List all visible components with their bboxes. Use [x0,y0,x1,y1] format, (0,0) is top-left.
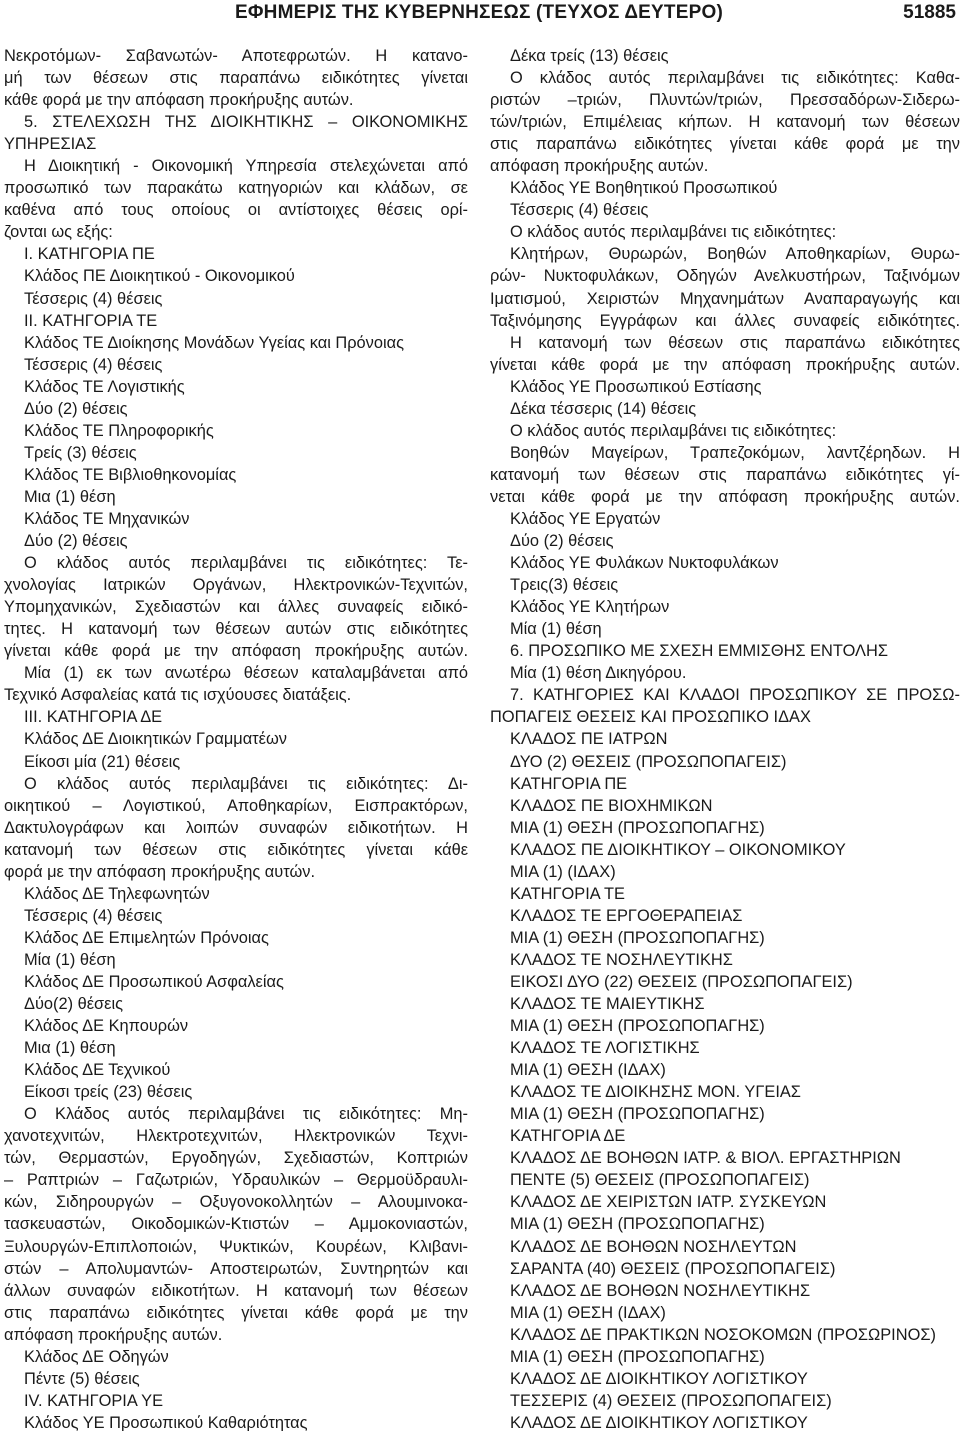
text-line: κατανομή των θέσεων στις παραπάνω ειδικότητες γί- [490,465,960,484]
text-line: ΚΑΤΗΓΟΡΙΑ ΔΕ [510,1127,626,1146]
text-line: ΜΙΑ (1) ΘΕΣΗ (ΠΡΟΣΩΠΟΠΑΓΗΣ) [510,1347,765,1366]
text-line: 6. ΠΡΟΣΩΠΙΚΟ ΜΕ ΣΧΕΣΗ ΕΜΜΙΣΘΗΣ ΕΝΤΟΛΗΣ [510,642,888,661]
text-line: Μία (1) θέση [510,620,602,639]
text-line: ΜΙΑ (1) ΘΕΣΗ (ΠΡΟΣΩΠΟΠΑΓΗΣ) [510,818,765,837]
text-line: Ο κλάδος αυτός περιλαμβάνει τις ειδικότητες: [510,421,837,440]
text-line: Κλάδος ΔΕ Κηπουρών [24,1017,189,1036]
text-line: Πέντε (5) θέσεις [24,1369,140,1388]
left-column [4,45,468,1431]
text-line: ΔΥΟ (2) ΘΕΣΕΙΣ (ΠΡΟΣΩΠΟΠΑΓΕΙΣ) [510,752,787,771]
text-line: Κλάδος ΔΕ Επιμελητών Πρόνοιας [24,928,269,947]
text-line: Δύο (2) θέσεις [24,532,128,551]
text-line: Μία (1) θέση Δικηγόρου. [510,664,687,683]
text-line: Κλάδος ΤΕ Διοίκησης Μονάδων Υγείας και Πρόνοιας [24,333,404,352]
text-line: απόφαση προκήρυξης αυτών. [4,1325,223,1344]
text-line: Δέκα τέσσερις (14) θέσεις [510,399,697,418]
text-line: Δακτυλογράφων και λοιπών συναφών ειδικοτήτων. Η [4,818,468,837]
text-line: Κλάδος ΔΕ Οδηγών [24,1347,169,1366]
text-line: τών/τριών, Επιμέλειας κήπων. Η κατανομή των θέσεων [490,113,960,132]
text-line: Ο κλάδος αυτός περιλαμβάνει τις ειδικότητες: Δι- [24,774,468,793]
text-line: Μια (1) θέση [24,487,116,506]
text-line: ΜΙΑ (1) (ΙΔΑΧ) [510,862,616,881]
text-line: ΙΙ. ΚΑΤΗΓΟΡΙΑ ΤΕ [24,311,158,330]
text-line: ΚΛΑΔΟΣ ΠΕ ΙΑΤΡΩΝ [510,730,668,749]
text-line: ζονται ως εξής: [4,223,113,242]
text-line: ΚΛΑΔΟΣ ΠΕ ΒΙΟΧΗΜΙΚΩΝ [510,796,713,815]
text-line: φορά με την απόφαση προκήρυξης αυτών. [4,862,316,881]
text-line: ριστών –τριών, Πλυντών/τριών, Πρεσσαδόρων-Σιδερω- [490,91,960,110]
text-line: Κλάδος ΤΕ Λογιστικής [24,377,185,396]
text-line: ΜΙΑ (1) ΘΕΣΗ (ΙΔΑΧ) [510,1061,666,1080]
text-line: ΜΙΑ (1) ΘΕΣΗ (ΙΔΑΧ) [510,1303,666,1322]
text-line: Κλάδος ΥΕ Βοηθητικού Προσωπικού [510,179,778,198]
text-line: 7. ΚΑΤΗΓΟΡΙΕΣ ΚΑΙ ΚΛΑΔΟΙ ΠΡΟΣΩΠΙΚΟΥ ΣΕ ΠΡΟΣΩ- [510,686,960,705]
text-line: Βοηθών Μαγείρων, Τραπεζοκόμων, λαντζέρηδων. Η [510,443,960,462]
text-line: ΜΙΑ (1) ΘΕΣΗ (ΠΡΟΣΩΠΟΠΑΓΗΣ) [510,1017,765,1036]
text-line: ΠΟΠΑΓΕΙΣ ΘΕΣΕΙΣ ΚΑΙ ΠΡΟΣΩΠΙΚΟ ΙΔΑΧ [490,708,811,727]
text-line: γίνεται κάθε φορά με την απόφαση προκήρυξης αυτών. [4,642,468,661]
text-line: κάθε φορά με την απόφαση προκήρυξης αυτών. [4,91,354,110]
text-line: στις παραπάνω ειδικότητες γίνεται κάθε φορά με την [490,135,960,154]
text-line: Είκοσι τρείς (23) θέσεις [24,1083,193,1102]
text-line: στών – Απολυμαντών- Αποστειρωτών, Συντηρητών και [4,1259,468,1278]
text-line: στις παραπάνω ειδικότητες γίνεται κάθε φορά με την [4,1303,468,1322]
text-line: ΚΛΑΔΟΣ ΤΕ ΔΙΟΙΚΗΣΗΣ ΜΟΝ. ΥΓΕΙΑΣ [510,1083,801,1102]
text-line: Δύο (2) θέσεις [510,532,614,551]
text-line: Κλάδος ΥΕ Προσωπικού Καθαριότητας [24,1413,308,1431]
text-line: ΤΕΣΣΕΡΙΣ (4) ΘΕΣΕΙΣ (ΠΡΟΣΩΠΟΠΑΓΕΙΣ) [510,1391,832,1410]
gazette-title: ΕΦΗΜΕΡΙΣ ΤΗΣ ΚΥΒΕΡΝΗΣΕΩΣ (ΤΕΥΧΟΣ ΔΕΥΤΕΡΟ) [235,2,723,23]
text-line: ΜΙΑ (1) ΘΕΣΗ (ΠΡΟΣΩΠΟΠΑΓΗΣ) [510,1105,765,1124]
text-line: προσωπικό των παρακάτω κατηγοριών και κλάδων, σε [4,179,468,198]
text-line: Είκοσι μία (21) θέσεις [24,752,181,771]
text-line: – Ραπτριών – Γαζωτριών, Υδραυλικών – Θερμοϋδραυλι- [4,1171,468,1190]
page-number: 51885 [903,2,956,23]
text-line: Κλάδος ΥΕ Φυλάκων Νυκτοφυλάκων [510,554,779,573]
text-line: ΚΑΤΗΓΟΡΙΑ ΠΕ [510,774,628,793]
text-line: Κλάδος ΔΕ Διοικητικών Γραμματέων [24,730,287,749]
text-line: Κλάδος ΤΕ Βιβλιοθηκονομίας [24,465,237,484]
text-line: χανοτεχνιτών, Ηλεκτροτεχνιτών, Ηλεκτρονικών Τεχνι- [4,1127,468,1146]
text-line: ΚΛΑΔΟΣ ΔΕ ΒΟΗΘΩΝ ΝΟΣΗΛΕΥΤΙΚΗΣ [510,1281,811,1300]
text-line: Ο κλάδος αυτός περιλαμβάνει τις ειδικότητες: Τε- [24,554,468,573]
text-line: Μια (1) θέση [24,1039,116,1058]
text-line: απόφαση προκήρυξης αυτών. [490,157,709,176]
text-line: ΠΕΝΤΕ (5) ΘΕΣΕΙΣ (ΠΡΟΣΩΠΟΠΑΓΕΙΣ) [510,1171,810,1190]
text-line: ΜΙΑ (1) ΘΕΣΗ (ΠΡΟΣΩΠΟΠΑΓΗΣ) [510,928,765,947]
text-line: ΚΛΑΔΟΣ ΔΕ ΒΟΗΘΩΝ ΙΑΤΡ. & ΒΙΟΛ. ΕΡΓΑΣΤΗΡΙΩΝ [510,1149,901,1168]
text-line: ΚΑΤΗΓΟΡΙΑ ΤΕ [510,884,625,903]
text-line: τασκευαστών, Οικοδομικών-Κτιστών – Αμμοκονιαστών, [4,1215,468,1234]
text-line: ΙΙΙ. ΚΑΤΗΓΟΡΙΑ ΔΕ [24,708,163,727]
text-line: ΚΛΑΔΟΣ ΔΕ ΒΟΗΘΩΝ ΝΟΣΗΛΕΥΤΩΝ [510,1237,797,1256]
text-line: ΚΛΑΔΟΣ ΤΕ ΝΟΣΗΛΕΥΤΙΚΗΣ [510,950,733,969]
text-line: γίνεται κάθε φορά με την απόφαση προκήρυξης αυτών. [490,355,960,374]
text-line: τητες. Η κατανομή των θέσεων αυτών στις ειδικότητες [4,620,468,639]
text-line: ΣΑΡΑΝΤΑ (40) ΘΕΣΕΙΣ (ΠΡΟΣΩΠΟΠΑΓΕΙΣ) [510,1259,836,1278]
text-line: Κλάδος ΔΕ Τεχνικού [24,1061,171,1080]
text-line: Μία (1) θέση [24,950,116,969]
text-line: Δύο(2) θέσεις [24,995,124,1014]
text-line: ΕΙΚΟΣΙ ΔΥΟ (22) ΘΕΣΕΙΣ (ΠΡΟΣΩΠΟΠΑΓΕΙΣ) [510,972,853,991]
text-line: Κλάδος ΥΕ Κλητήρων [510,598,670,617]
text-line: ΚΛΑΔΟΣ ΠΕ ΔΙΟΙΚΗΤΙΚΟΥ – ΟΙΚΟΝΟΜΙΚΟΥ [510,840,846,859]
text-line: ΥΠΗΡΕΣΙΑΣ [4,135,97,154]
text-line: ΜΙΑ (1) ΘΕΣΗ (ΠΡΟΣΩΠΟΠΑΓΗΣ) [510,1215,765,1234]
text-line: Κλητήρων, Θυρωρών, Βοηθών Αποθηκαρίων, Θυρω- [510,245,960,264]
text-line: Κλάδος ΥΕ Προσωπικού Εστίασης [510,377,762,396]
text-line: Ο Κλάδος αυτός περιλαμβάνει τις ειδικότητες: Μη- [24,1105,468,1124]
text-line: ΚΛΑΔΟΣ ΔΕ ΠΡΑΚΤΙΚΩΝ ΝΟΣΟΚΟΜΩΝ (ΠΡΟΣΩΡΙΝΟΣ) [510,1325,936,1344]
text-line: Δύο (2) θέσεις [24,399,128,418]
text-line: Μία (1) εκ των ανωτέρω θέσεων καταλαμβάνεται από [24,664,468,683]
text-line: τών, Θερμαστών, Εργοδηγών, Σχεδιαστών, Κοπτριών [4,1149,468,1168]
text-line: ΚΛΑΔΟΣ ΤΕ ΛΟΓΙΣΤΙΚΗΣ [510,1039,700,1058]
text-line: Ιματισμού, Χειριστών Μηχανημάτων Αναπαραγωγής και [490,289,960,308]
text-line: κατανομή των θέσεων στις ειδικότητες γίνεται κάθε [4,840,468,859]
text-line: Κλάδος ΤΕ Μηχανικών [24,509,190,528]
text-line: Ξυλουργών-Επιπλοποιών, Ψυκτικών, Κουρέων, Κλιβανι- [4,1237,468,1256]
text-line: Η κατανομή των θέσεων στις παραπάνω ειδικότητες [510,333,960,352]
text-line: Κλάδος ΤΕ Πληροφορικής [24,421,214,440]
text-line: Ι. ΚΑΤΗΓΟΡΙΑ ΠΕ [24,245,155,264]
text-line: Τέσσερις (4) θέσεις [24,355,163,374]
text-line: Δέκα τρείς (13) θέσεις [510,47,669,65]
text-line: ΙV. ΚΑΤΗΓΟΡΙΑ ΥΕ [24,1391,163,1410]
text-line: ΚΛΑΔΟΣ ΤΕ ΕΡΓΟΘΕΡΑΠΕΙΑΣ [510,906,743,925]
text-line: Τέσσερις (4) θέσεις [24,906,163,925]
text-line: Κλάδος ΠΕ Διοικητικού - Οικονομικού [24,267,295,286]
text-line: οικητικού – Λογιστικού, Αποθηκαρίων, Εισπρακτόρων, [4,796,468,815]
text-line: Κλάδος ΔΕ Προσωπικού Ασφαλείας [24,972,284,991]
text-line: Ο κλάδος αυτός περιλαμβάνει τις ειδικότητες: Καθα- [510,69,960,88]
text-line: νεται κάθε φορά με την απόφαση προκήρυξης αυτών. [490,487,960,506]
text-line: Κλάδος ΥΕ Εργατών [510,509,661,528]
text-line: άλλων συναφών ειδικοτήτων. Η κατανομή των θέσεων [4,1281,468,1300]
text-line: ρών- Νυκτοφυλάκων, Οδηγών Ανελκυστήρων, Ταξινόμων [490,267,960,286]
text-line: ΚΛΑΔΟΣ ΤΕ ΜΑΙΕΥΤΙΚΗΣ [510,995,705,1014]
text-line: Τρείς (3) θέσεις [24,443,137,462]
text-line: Τρεις(3) θέσεις [510,576,619,595]
right-column [490,45,960,1431]
text-line: κών, Σιδηρουργών – Οξυγονοκολλητών – Αλουμινοκα- [4,1193,468,1212]
text-line: 5. ΣΤΕΛΕΧΩΣΗ ΤΗΣ ΔΙΟΙΚΗΤΙΚΗΣ – ΟΙΚΟΝΟΜΙΚΗΣ [24,113,468,132]
text-line: Ο κλάδος αυτός περιλαμβάνει τις ειδικότητες: [510,223,837,242]
text-line: Τεχνικό Ασφαλείας κατά τις ισχύουσες διατάξεις. [4,686,352,705]
text-line: Νεκροτόμων- Σαβανωτών- Αποτεφρωτών. Η κατανο- [4,47,468,65]
text-line: ΚΛΑΔΟΣ ΔΕ ΔΙΟΙΚΗΤΙΚΟΥ ΛΟΓΙΣΤΙΚΟΥ [510,1369,808,1388]
text-line: Τέσσερις (4) θέσεις [510,201,649,220]
text-line: ΚΛΑΔΟΣ ΔΕ ΧΕΙΡΙΣΤΩΝ ΙΑΤΡ. ΣΥΣΚΕΥΩΝ [510,1193,827,1212]
text-line: καθένα από τους οποίους οι αντίστοιχες θέσεις ορί- [4,201,468,220]
text-line: Τέσσερις (4) θέσεις [24,289,163,308]
text-line: Υπομηχανικών, Σχεδιαστών και άλλες συναφείς ειδικό- [4,598,468,617]
page-header [0,0,960,40]
text-line: Κλάδος ΔΕ Τηλεφωνητών [24,884,210,903]
text-line: Ταξινόμησης Εγγράφων και άλλες συναφείς ειδικότητες. [490,311,960,330]
text-line: ΚΛΑΔΟΣ ΔΕ ΔΙΟΙΚΗΤΙΚΟΥ ΛΟΓΙΣΤΙΚΟΥ [510,1413,808,1431]
text-line: χνολογίας Ιατρικών Οργάνων, Ηλεκτρονικών-Τεχνιτών, [4,576,468,595]
text-line: Η Διοικητική - Οικονομική Υπηρεσία στελεχώνεται από [24,157,468,176]
text-line: μή των θέσεων στις παραπάνω ειδικότητες γίνεται [4,69,468,88]
